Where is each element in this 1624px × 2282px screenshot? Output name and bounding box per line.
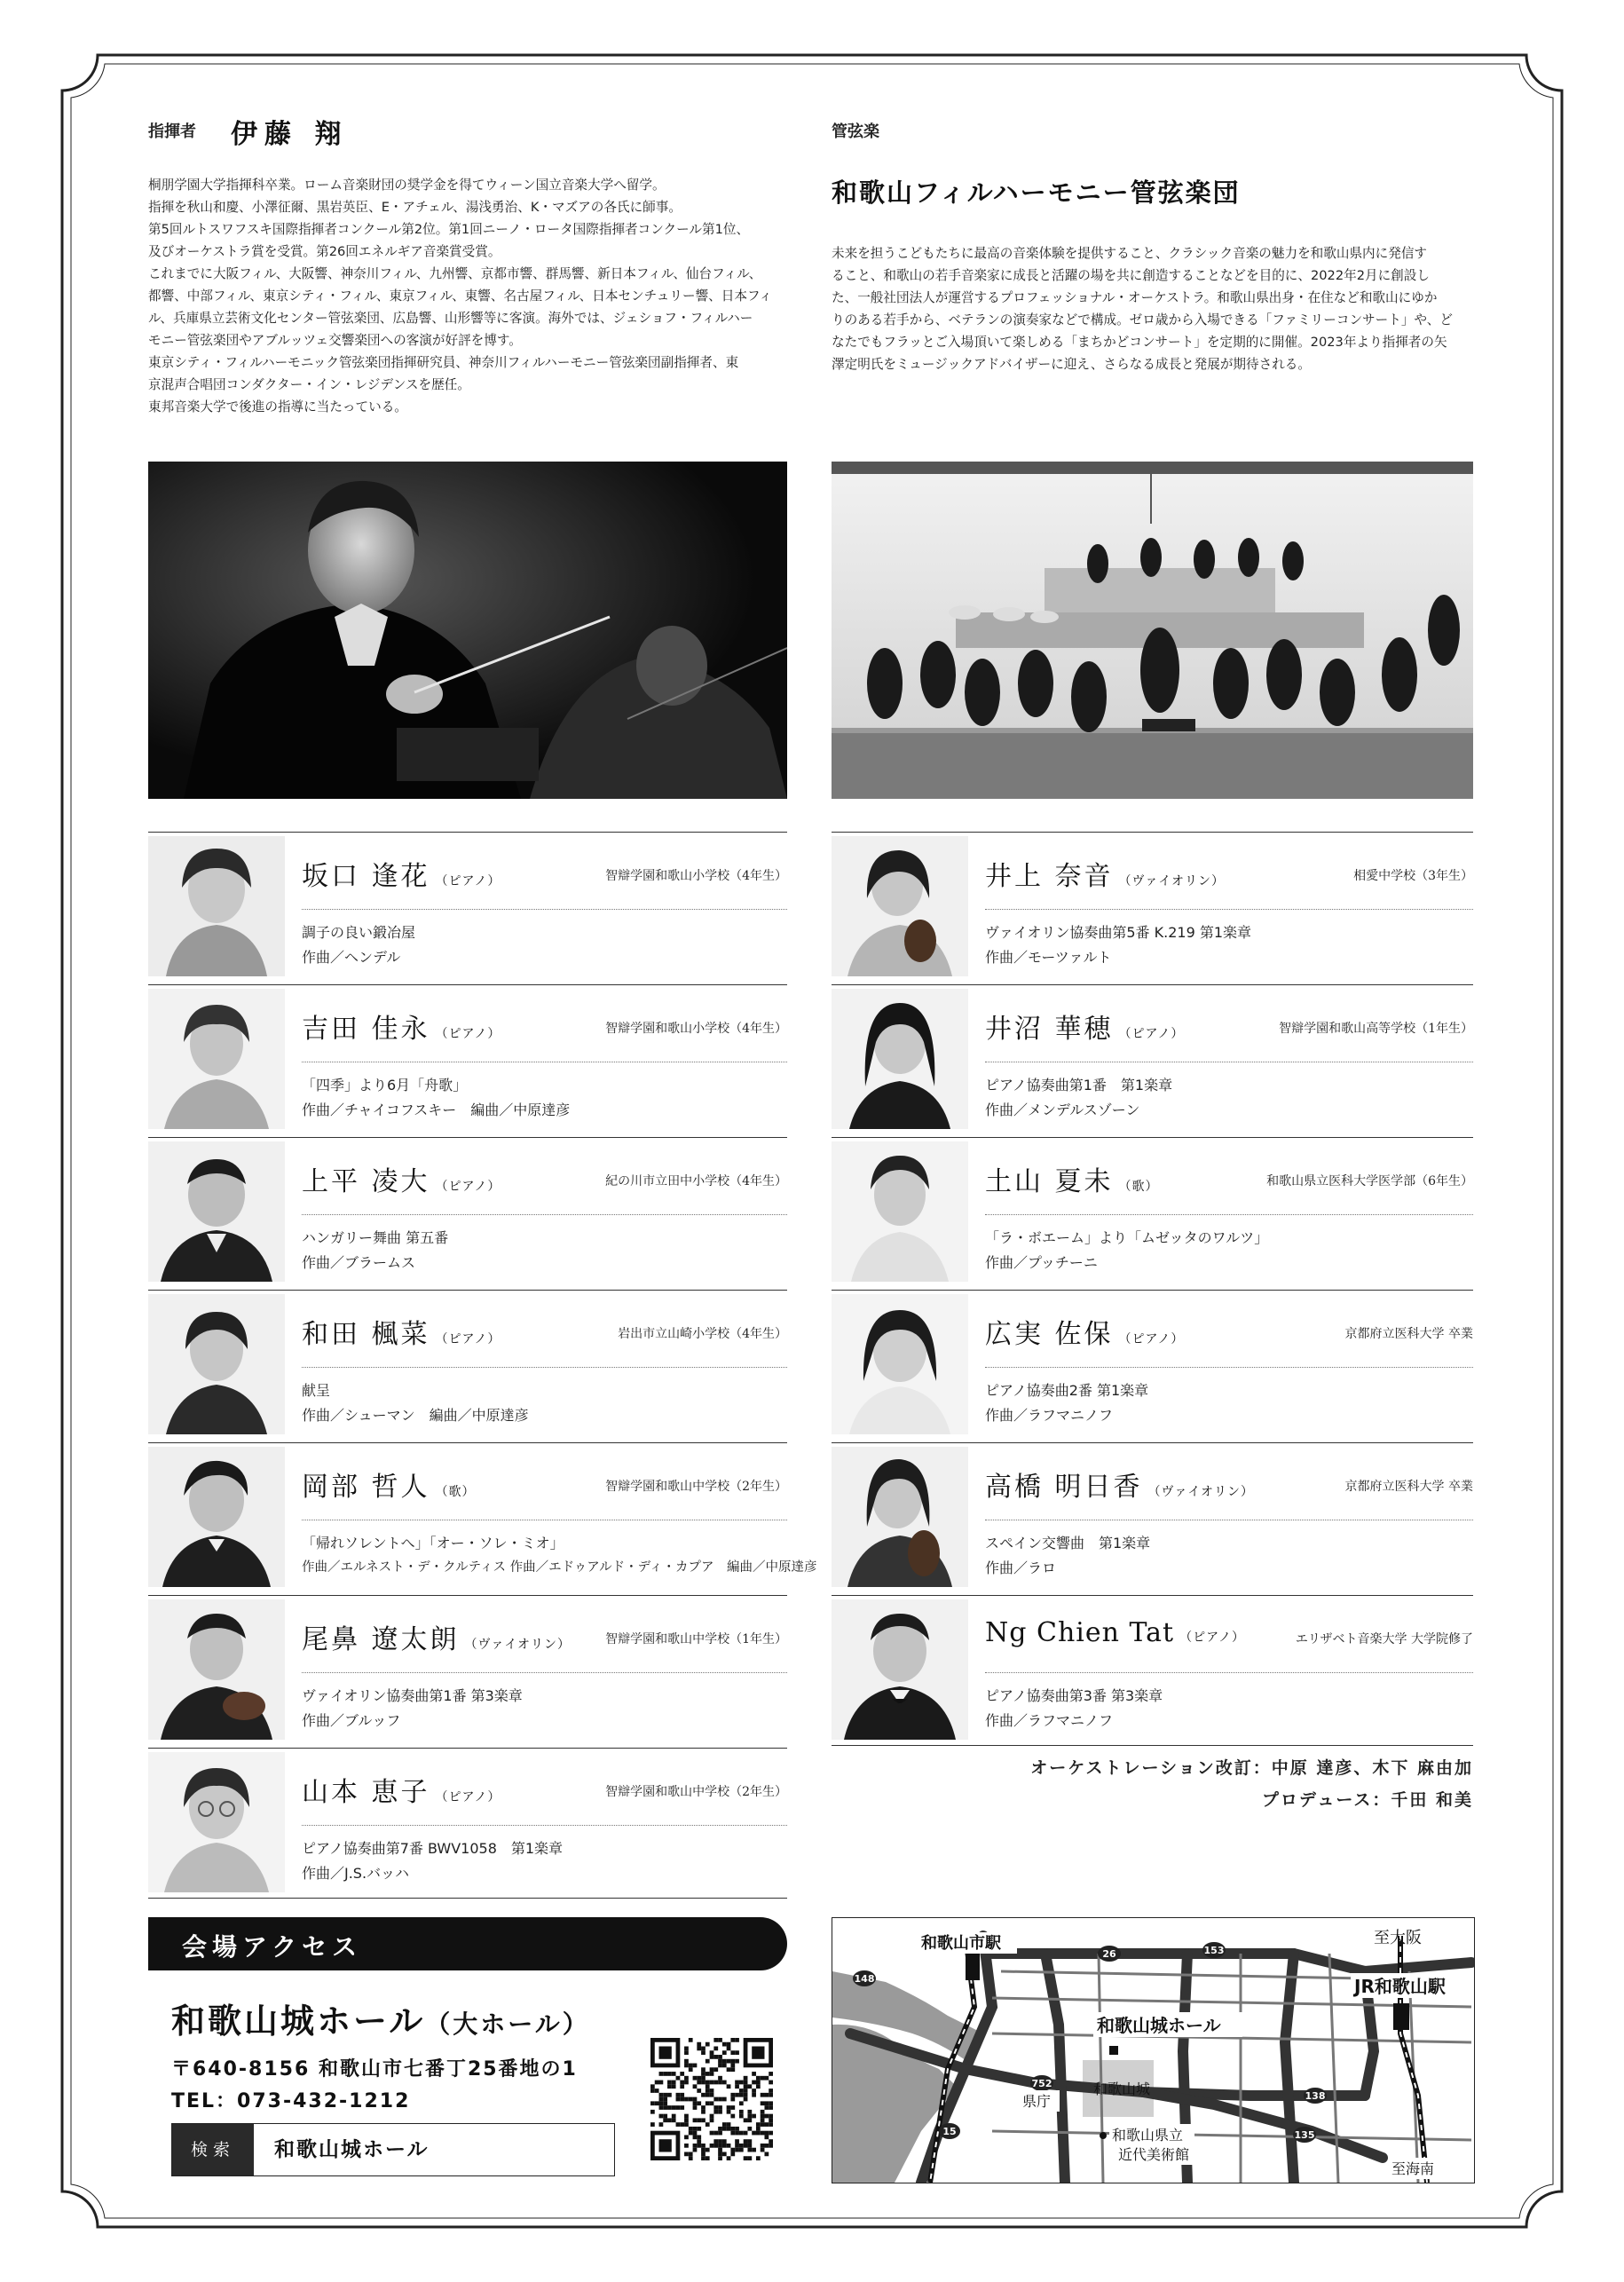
performer-name: Ng Chien Tat	[985, 1617, 1175, 1648]
search-box[interactable]	[171, 2123, 615, 2176]
performer-card	[148, 1442, 817, 1596]
divider	[302, 1367, 787, 1368]
performer-composer: 作曲／ブラームス	[302, 1254, 416, 1271]
performer-composer: 作曲／ラフマニノフ	[985, 1407, 1114, 1424]
performer-school: 岩出市立山崎小学校（4年生）	[618, 1327, 787, 1341]
map-label-wakayamashi-station: 和歌山市駅	[921, 1934, 1001, 1953]
performer-composer: 作曲／J.S.バッハ	[302, 1865, 410, 1882]
divider	[985, 1672, 1473, 1673]
performer-name: 高橋 明日香	[985, 1472, 1143, 1503]
performer-school: 智辯学園和歌山中学校（1年生）	[605, 1632, 787, 1646]
performer-instrument: （ヴァイオリン）	[1147, 1485, 1254, 1499]
performer-piece: ピアノ協奏曲第3番 第3楽章	[985, 1687, 1163, 1704]
performer-name: 土山 夏未	[985, 1166, 1114, 1197]
performer-composer: 作曲／シューマン 編曲／中原達彦	[302, 1407, 529, 1424]
divider	[985, 1367, 1473, 1368]
performer-piece: 「帰れソレントへ」「オー・ソレ・ミオ」	[302, 1535, 564, 1552]
performer-photo	[832, 1599, 968, 1740]
performer-composer: 作曲／チャイコフスキー 編曲／中原達彦	[302, 1102, 571, 1118]
performer-photo	[148, 1752, 285, 1892]
performer-piece: ピアノ協奏曲第1番 第1楽章	[985, 1077, 1173, 1094]
orchestra-name: 和歌山フィルハーモニー管弦楽団	[832, 178, 1241, 208]
performer-instrument: （ピアノ）	[1179, 1631, 1245, 1645]
performer-piece: 調子の良い鍛冶屋	[302, 924, 416, 941]
performer-photo	[832, 1294, 968, 1434]
performer-school: 智辯学園和歌山小学校（4年生）	[605, 1022, 787, 1036]
route-badge: 153	[1203, 1945, 1225, 1956]
performer-school: 紀の川市立田中小学校（4年生）	[605, 1174, 787, 1188]
performer-instrument: （ピアノ）	[435, 1180, 501, 1194]
divider	[302, 1825, 787, 1826]
orchestration-credit: オーケストレーション改訂：中原 達彦、木下 麻由加	[1030, 1758, 1473, 1778]
divider	[302, 909, 787, 910]
performer-composer: 作曲／モーツァルト	[985, 949, 1112, 966]
performer-name: 井沼 華穂	[985, 1014, 1114, 1045]
search-label: 検索	[172, 2124, 254, 2175]
divider	[985, 909, 1473, 910]
performer-instrument: （ピアノ）	[1118, 1027, 1185, 1041]
venue-address: 〒640-8156 和歌山市七番丁25番地の1	[171, 2058, 578, 2081]
route-badge: 135	[1294, 2129, 1315, 2141]
performer-composer: 作曲／ブルッフ	[302, 1712, 401, 1729]
performer-photo	[148, 1599, 285, 1740]
performer-composer: 作曲／ヘンデル	[302, 949, 401, 966]
hall-name-sub: （大ホール）	[425, 2010, 590, 2039]
performer-photo	[832, 836, 968, 976]
performer-photo	[148, 1141, 285, 1282]
route-badge: 138	[1305, 2090, 1326, 2102]
performer-school: 相愛中学校（3年生）	[1353, 869, 1473, 883]
performer-instrument: （ピアノ）	[435, 1790, 501, 1804]
performer-instrument: （ピアノ）	[435, 1027, 501, 1041]
performer-composer: 作曲／ラフマニノフ	[985, 1712, 1114, 1729]
divider	[985, 1214, 1473, 1215]
performer-photo	[832, 989, 968, 1129]
performer-card	[148, 1748, 787, 1899]
divider	[302, 1214, 787, 1215]
performer-photo	[148, 836, 285, 976]
performer-card	[148, 832, 787, 985]
performer-instrument: （歌）	[435, 1485, 476, 1499]
performer-piece: ヴァイオリン協奏曲第5番 K.219 第1楽章	[985, 924, 1252, 941]
performer-card	[832, 1595, 1473, 1746]
performer-card	[832, 1442, 1473, 1596]
map-label-hall: 和歌山城ホール	[1097, 2015, 1221, 2036]
conductor-name: 伊藤 翔	[231, 119, 349, 150]
performer-photo	[148, 1294, 285, 1434]
performer-school: 京都府立医科大学 卒業	[1344, 1480, 1473, 1494]
map-label-prefecture-office: 県庁	[1022, 2093, 1052, 2110]
performer-photo	[832, 1447, 968, 1587]
performer-name: 上平 凌大	[302, 1166, 430, 1197]
performer-name: 井上 奈音	[985, 861, 1114, 892]
performer-composer: 作曲／エルネスト・デ・クルティス 作曲／エドゥアルド・ディ・カプア 編曲／中原達彦	[302, 1560, 817, 1575]
performer-name: 尾鼻 遼太朗	[302, 1624, 460, 1655]
route-badge: 15	[942, 2126, 957, 2137]
performer-piece: 「四季」より6月「舟歌」	[302, 1077, 468, 1094]
performer-card	[148, 1595, 787, 1749]
performer-name: 坂口 逢花	[302, 861, 430, 892]
performer-instrument: （歌）	[1118, 1180, 1159, 1194]
orchestra-photo	[832, 462, 1473, 799]
performer-instrument: （ピアノ）	[1118, 1332, 1185, 1346]
performer-photo	[148, 989, 285, 1129]
performer-name: 山本 恵子	[302, 1777, 430, 1808]
performer-instrument: （ピアノ）	[435, 1332, 501, 1346]
performer-school: 智辯学園和歌山高等学校（1年生）	[1279, 1022, 1473, 1036]
performer-card	[832, 832, 1473, 985]
performer-instrument: （ピアノ）	[435, 874, 501, 888]
orchestra-bio: 未来を担うこどもたちに最高の音楽体験を提供すること、クラシック音楽の魅力を和歌山県内に発信す ること、和歌山の若手音楽家に成長と活躍の場を共に創造することなどを目的に、2022年2月に創設し た、一般社団法人が運営するプロフェッショナル・オーケストラ。和歌山県出身・在住など和歌山にゆか りのある若手から、ベテランの演奏家などで構成。ゼロ歳から入場できる「ファミリーコンサート」や、ど なたでもフラッとご入場頂いて楽しめる「まちかどコンサート」を定期的に開催。2023年より指揮者の矢 澤定明氏をミュージックアドバイザーに迎え、さらなる成長と発展が期待される。	[832, 246, 1453, 372]
performer-school: 和歌山県立医科大学医学部（6年生）	[1266, 1174, 1473, 1188]
performer-instrument: （ヴァイオリン）	[464, 1638, 571, 1652]
map-label-museum-line2: 近代美術館	[1118, 2146, 1190, 2163]
performer-card	[148, 1290, 787, 1443]
performer-piece: スペイン交響曲 第1楽章	[985, 1535, 1151, 1552]
performer-piece: ヴァイオリン協奏曲第1番 第3楽章	[302, 1687, 523, 1704]
performer-piece: ピアノ協奏曲2番 第1楽章	[985, 1382, 1149, 1399]
performer-school: 智辯学園和歌山中学校（2年生）	[605, 1480, 787, 1494]
performer-composer: 作曲／ラロ	[985, 1559, 1057, 1576]
conductor-bio: 桐朋学園大学指揮科卒業。ローム音楽財団の奨学金を得てウィーン国立音楽大学へ留学。 指揮を秋山和慶、小澤征爾、黒岩英臣、E・アチェル、湯浅勇治、K・マズアの各氏に師事。 第5回ルトスワフスキ国際指揮者コンクール第2位。第1回ニーノ・ロータ国際指揮者コンクール第1位、 及びオーケストラ賞を受賞。第26回エネルギア音楽賞受賞。 これまでに大阪フィル、大阪響、神奈川フィル、九州響、京都市響、群馬響、新日本フィル、仙台フィル、 都響、中部フィル、東京シティ・フィル、東京フィル、東響、名古屋フィル、日本センチュリー響、日本フィ ル、兵庫県立芸術文化センター管弦楽団、広島響、山形響等に客演。海外では、ジェショフ・フィルハー モニー管弦楽団やアブルッツェ交響楽団への客演が好評を博す。 東京シティ・フィルハーモニック管弦楽団指揮研究員、神奈川フィルハーモニー管弦楽団副指揮者、東 京混声合唱団コンダクター・イン・レジデンスを歴任。 東邦音楽大学で後進の指導に当たっている。	[148, 178, 772, 415]
performer-piece: 献呈	[302, 1382, 331, 1399]
access-map	[832, 1917, 1475, 2183]
performer-piece: ピアノ協奏曲第7番 BWV1058 第1楽章	[302, 1840, 564, 1857]
map-label-to-osaka: 至大阪	[1374, 1929, 1422, 1947]
performer-piece: ハンガリー舞曲 第五番	[302, 1229, 449, 1246]
hall-name	[171, 1994, 590, 2042]
performer-name: 広実 佐保	[985, 1319, 1114, 1350]
map-label-museum-line1: 和歌山県立	[1112, 2127, 1184, 2144]
performer-school: エリザベト音楽大学 大学院修了	[1295, 1632, 1473, 1646]
divider	[302, 1672, 787, 1673]
venue-tel: TEL：073-432-1212	[171, 2090, 411, 2112]
performer-card	[148, 1137, 787, 1291]
hall-name-main: 和歌山城ホール	[171, 2002, 426, 2041]
map-label-to-kainan: 至海南	[1391, 2160, 1435, 2177]
conductor-photo	[148, 462, 787, 799]
performer-card	[832, 1137, 1473, 1291]
performer-name: 和田 楓菜	[302, 1319, 430, 1350]
performer-school: 智辯学園和歌山中学校（2年生）	[605, 1785, 787, 1799]
route-badge: 26	[1102, 1948, 1116, 1960]
conductor-label: 指揮者	[148, 122, 196, 141]
performer-card	[148, 984, 787, 1138]
performer-piece: 「ラ・ボエーム」より「ムゼッタのワルツ」	[985, 1229, 1269, 1246]
performer-composer: 作曲／メンデルスゾーン	[985, 1102, 1140, 1118]
performer-school: 智辯学園和歌山小学校（4年生）	[605, 869, 787, 883]
map-label-jr-station: JR和歌山駅	[1354, 1976, 1446, 1997]
qr-code[interactable]	[650, 2038, 773, 2160]
performer-instrument: （ヴァイオリン）	[1118, 874, 1225, 888]
performer-photo	[832, 1141, 968, 1282]
performer-card	[832, 984, 1473, 1138]
performer-name: 吉田 佳永	[302, 1014, 430, 1045]
venue-access-header	[148, 1917, 787, 1970]
orchestra-label: 管弦楽	[832, 122, 879, 141]
performer-composer: 作曲／プッチーニ	[985, 1254, 1098, 1271]
performer-school: 京都府立医科大学 卒業	[1344, 1327, 1473, 1341]
route-badge: 752	[1031, 2078, 1052, 2089]
route-badge: 148	[854, 1973, 875, 1985]
search-value: 和歌山城ホール	[274, 2138, 430, 2161]
performer-name: 岡部 哲人	[302, 1472, 430, 1503]
map-label-castle: 和歌山城	[1093, 2081, 1151, 2097]
venue-access-title: 会場アクセス	[182, 1932, 363, 1962]
produce-credit: プロデュース：千田 和美	[1261, 1790, 1473, 1810]
performer-card	[832, 1290, 1473, 1443]
performer-photo	[148, 1447, 285, 1587]
